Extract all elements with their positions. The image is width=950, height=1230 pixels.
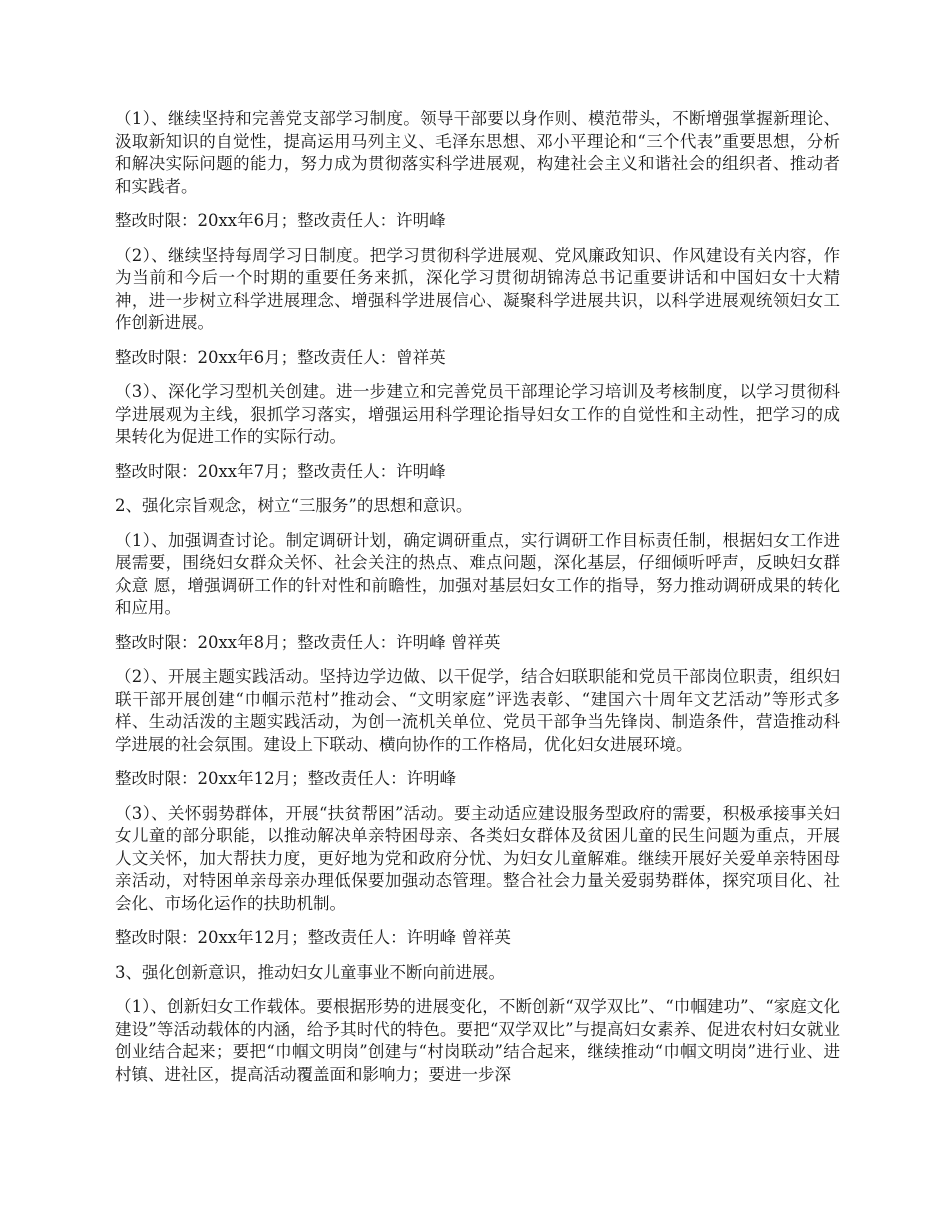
section-heading-2: 2、强化宗旨观念，树立“三服务”的思想和意识。 — [115, 496, 473, 515]
deadline-line: 整改时限：20xx年7月；整改责任人：许明峰 — [115, 461, 446, 481]
section-heading-3: 3、强化创新意识，推动妇女儿童事业不断向前进展。 — [115, 962, 505, 982]
paragraph-1-3-learning-organization: （3）、深化学习型机关创建。进一步建立和完善党员干部理论学习培训及考核制度，以学习贯彻科学进展观为主线，狠抓学习落实，增强运用科学理论指导妇女工作的自觉性和主动性，把学习的成果转化为促进工作的实际行动。 — [115, 382, 840, 446]
deadline-line: 整改时限：20xx年8月；整改责任人：许明峰 曾祥英 — [115, 632, 501, 652]
paragraph-1-2-weekly-study: （2）、继续坚持每周学习日制度。把学习贯彻科学进展观、党风廉政知识、作风建设有关内容，作为当前和今后一个时期的重要任务来抓，深化学习贯彻胡锦涛总书记重要讲话和中国妇女十大精神，进一步树立科学进展理念、增强科学进展信心、凝聚科学进展共识，以科学进展观统领妇女工作创新进展。 — [115, 245, 840, 332]
document-body — [115, 108, 840, 1098]
deadline-line: 整改时限：20xx年12月；整改责任人：许明峰 — [115, 769, 457, 788]
deadline-line: 整改时限：20xx年6月；整改责任人：曾祥英 — [115, 347, 446, 367]
paragraph-2-2-practice-activities: （2）、开展主题实践活动。坚持边学边做、以干促学，结合妇联职能和党员干部岗位职责，组织妇联干部开展创建“巾帼示范村”推动会、“文明家庭”评选表彰、“建国六十周年文艺活动”等形式多样、生动活泼的主题实践活动，为创一流机关单位、党员干部争当先锋岗、制造条件，营造推动科学进展的社会氛围。建设上下联动、横向协作的工作格局，优化妇女进展环境。 — [115, 667, 840, 754]
deadline-line: 整改时限：20xx年12月；整改责任人：许明峰 曾祥英 — [115, 928, 511, 947]
paragraph-2-3-vulnerable-groups: （3）、关怀弱势群体，开展“扶贫帮困”活动。要主动适应建设服务型政府的需要，积极承接事关妇女儿童的部分职能，以推动解决单亲特困母亲、各类妇女群体及贫困儿童的民生问题为重点，开展人文关怀，加大帮扶力度，更好地为党和政府分忧、为妇女儿童解难。继续开展好关爱单亲特困母亲活动，对特困单亲母亲办理低保要加强动态管理。整合社会力量关爱弱势群体，探究项目化、社会化、市场化运作的扶助机制。 — [115, 803, 840, 913]
deadline-line: 整改时限：20xx年6月；整改责任人：许明峰 — [115, 211, 446, 230]
paragraph-2-1-research: （1）、加强调查讨论。制定调研计划，确定调研重点，实行调研工作目标责任制，根据妇女工作进展需要，围绕妇女群众关怀、社会关注的热点、难点问题，深化基层，仔细倾听呼声，反映妇女群众意 愿，增强调研工作的针对性和前瞻性，加强对基层妇女工作的指导，努力推动调研成果的转化和应用。 — [115, 530, 840, 617]
paragraph-1-1-study-system: （1）、继续坚持和完善党支部学习制度。领导干部要以身作则、模范带头，不断增强掌握新理论、汲取新知识的自觉性，提高运用马列主义、毛泽东思想、邓小平理论和“三个代表”重要思想，分析和解决实际问题的能力，努力成为贯彻落实科学进展观，构建社会主义和谐社会的组织者、推动者和实践者。 — [115, 109, 840, 196]
paragraph-3-1-work-carriers: （1）、创新妇女工作载体。要根据形势的进展变化，不断创新“双学双比”、“巾帼建功”、“家庭文化建设”等活动载体的内涵，给予其时代的特色。要把“双学双比”与提高妇女素养、促进农村妇女就业创业结合起来；要把“巾帼文明岗”创建与“村岗联动”结合起来，继续推动“巾帼文明岗”进行业、进村镇、进社区，提高活动覆盖面和影响力；要进一步深 — [115, 997, 840, 1084]
